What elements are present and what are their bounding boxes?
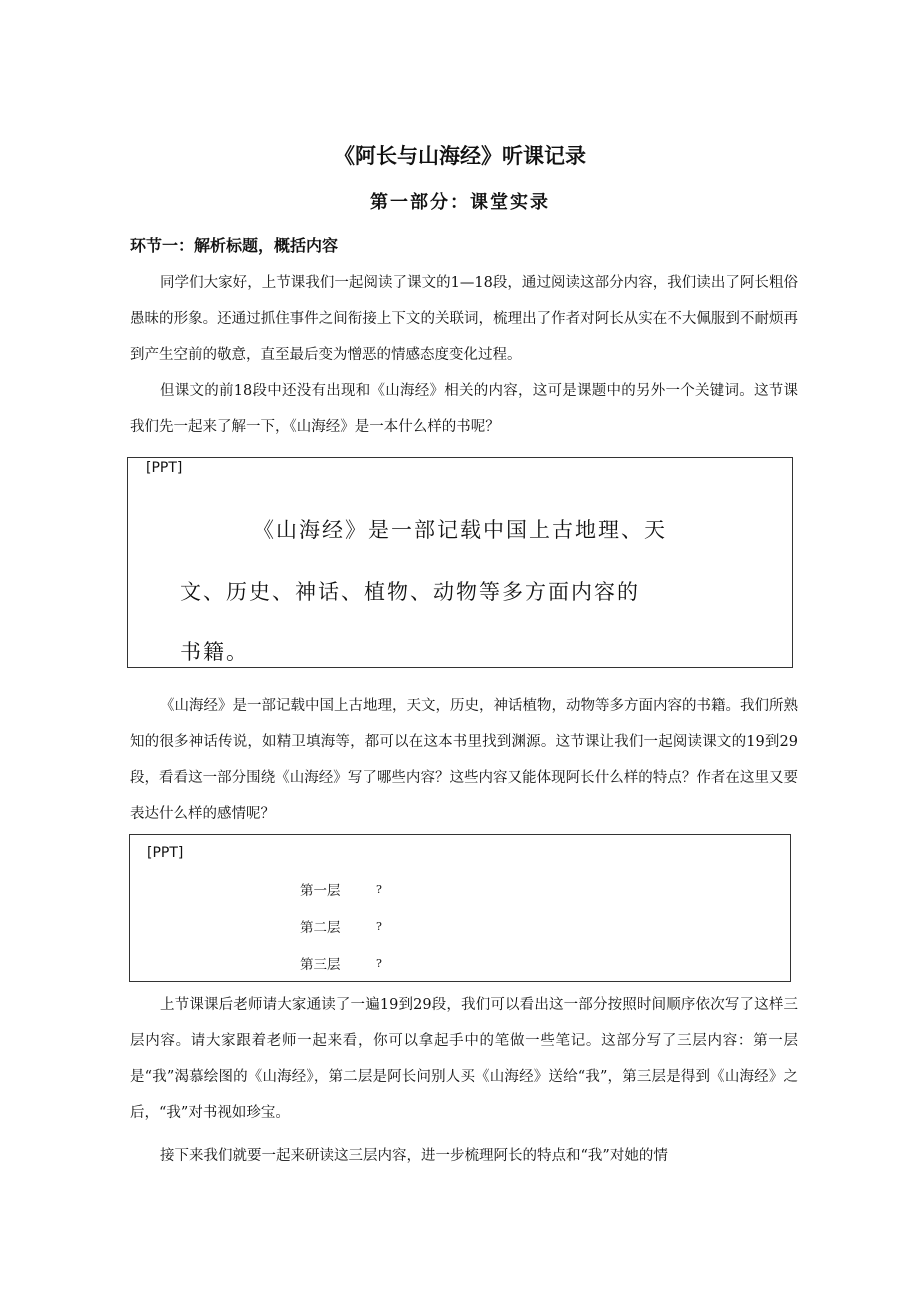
paragraph-shanhaijing: 《山海经》是一部记载中国上古地理，天文，历史，神话植物，动物等多方面内容的书籍。我们所熟知的很多神话传说，如精卫填海等，都可以在这本书里找到渊源。这节课让我们一起阅读课文的19到29段，看看这一部分围绕《山海经》写了哪些内容？这些内容又能体现阿长什么样的特点？作者在这里又要表达什么样的感情呢？ (130, 698, 798, 822)
ppt-definition-line-2: 文、历史、神话、植物、动物等多方面内容的 (180, 580, 640, 604)
ppt-definition-line-3: 书籍。 (180, 640, 249, 664)
part-subtitle: 第一部分：课堂实录 (370, 192, 550, 213)
layer-name: 第二层 (300, 920, 341, 936)
layer-question-mark: ? (376, 883, 382, 896)
layer-item (300, 879, 341, 899)
layer-question-mark: ? (376, 920, 382, 933)
ppt-label: [PPT] (146, 460, 183, 476)
paragraph-question: 但课文的前18段中还没有出现和《山海经》相关的内容，这可是课题中的另外一个关键词。这节课我们先一起来了解一下，《山海经》是一本什么样的书呢？ (130, 383, 798, 435)
layer-item (300, 953, 341, 973)
page-title: 《阿长与山海经》听课记录 (334, 144, 586, 168)
layer-question-mark: ? (376, 957, 382, 970)
layer-name: 第三层 (300, 957, 341, 973)
ppt-box-definition (127, 457, 793, 668)
layer-name: 第一层 (300, 883, 341, 899)
paragraph-intro: 同学们大家好，上节课我们一起阅读了课文的1—18段，通过阅读这部分内容，我们读出了阿长粗俗愚昧的形象。还通过抓住事件之间衔接上下文的关联词，梳理出了作者对阿长从实在不大佩服到不耐烦再到产生空前的敬意，直至最后变为憎恶的情感态度变化过程。 (130, 275, 798, 363)
layer-item (300, 916, 341, 936)
section-heading: 环节一：解析标题，概括内容 (130, 236, 339, 255)
ppt-box-layers (129, 834, 791, 982)
paragraph-next-step: 接下来我们就要一起来研读这三层内容，进一步梳理阿长的特点和“我”对她的情 (160, 1148, 668, 1164)
ppt-label: [PPT] (147, 845, 184, 861)
ppt-definition-line-1: 《山海经》是一部记载中国上古地理、天 (253, 518, 667, 542)
paragraph-three-layers: 上节课课后老师请大家通读了一遍19到29段，我们可以看出这一部分按照时间顺序依次写了这样三层内容。请大家跟着老师一起来看，你可以拿起手中的笔做一些笔记。这部分写了三层内容：第一层是“我”渴慕绘图的《山海经》，第二层是阿长问别人买《山海经》送给“我”，第三层是得到《山海经》之后，“我”对书视如珍宝。 (130, 997, 798, 1121)
